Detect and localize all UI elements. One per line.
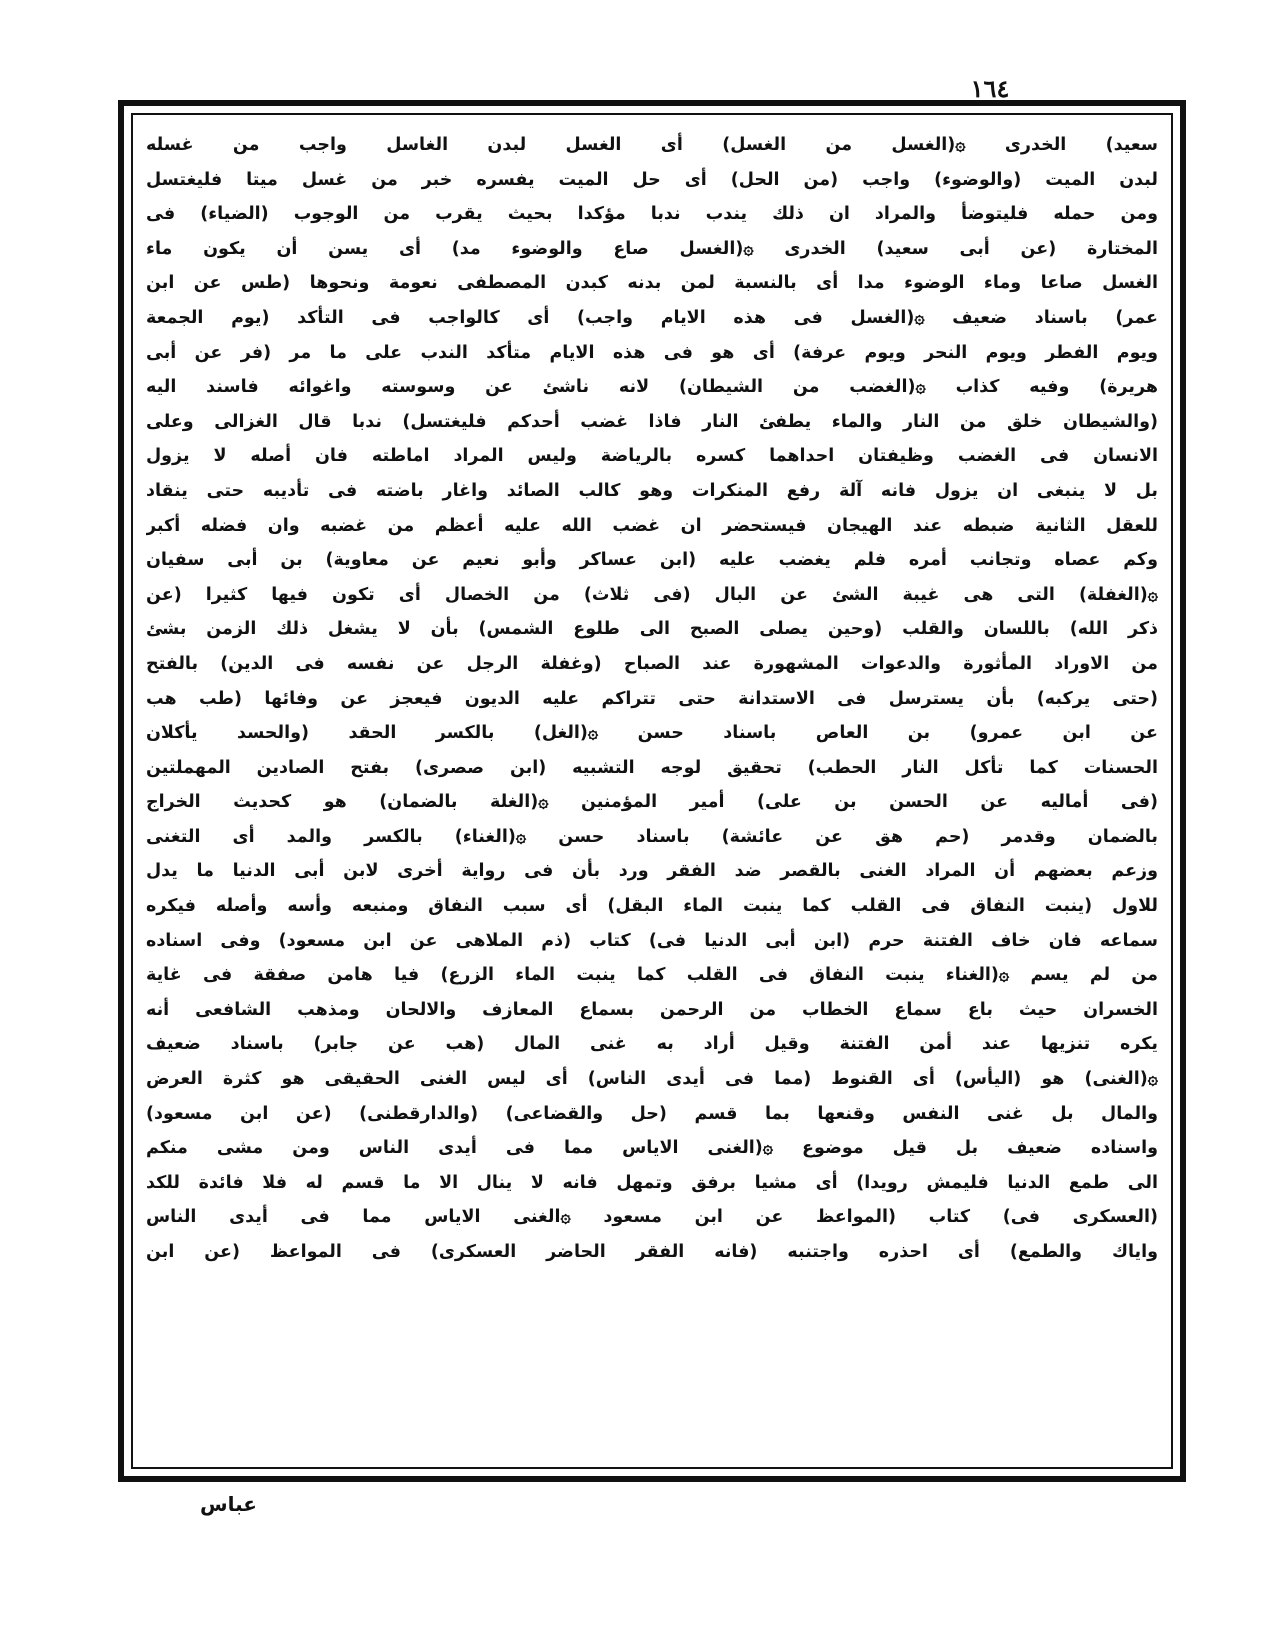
text-line <box>146 1408 1158 1443</box>
text-line: هريرة) وفيه كذاب ۞(الغضب من الشيطان) لانه ناشئ عن وسوسته واغوائه فاسند اليه <box>146 377 1158 398</box>
text-line: ويوم الفطر ويوم النحر ويوم عرفة) أى هو فى هذه الايام متأكد الندب على ما مر (فر عن أبى <box>146 342 1158 363</box>
text-line <box>146 1373 1158 1408</box>
text-line: ۞(الغنى) هو (اليأس) أى القنوط (مما فى أيدى الناس) أى ليس الغنى الحقيقى هو كثرة العرض <box>146 1069 1158 1090</box>
text-line: (العسكرى فى) كتاب (المواعظ عن ابن مسعود ۞الغنى الاياس مما فى أيدى الناس <box>146 1207 1158 1228</box>
page-number: ١٦٤ <box>970 74 1010 103</box>
text-line: بالضمان وقدمر (حم هق عن عائشة) باسناد حسن ۞(الغناء) بالكسر والمد أى التغنى <box>146 826 1158 847</box>
text-line: الى طمع الدنيا فليمش رويدا) أى مشيا برفق وتمهل فانه لا ينال الا ما قسم له فلا فائدة للكد <box>146 1172 1158 1193</box>
text-line: من الاوراد المأثورة والدعوات المشهورة عند الصباح (وغفلة الرجل عن نفسه فى الدين) بالفتح <box>146 653 1158 674</box>
text-line: واياك والطمع) أى احذره واجتنبه (فانه الفقر الحاضر العسكرى) فى المواعظ (عن ابن <box>146 1242 1158 1262</box>
text-line: للاول (ينبت النفاق فى القلب كما ينبت الماء البقل) أى سبب النفاق ومنبعه وأسه وأصله فيكره <box>146 896 1158 917</box>
text-line: الغسل صاعا وماء الوضوء مدا أى بالنسبة لمن بدنه كبدن المصطفى نعومة ونحوها (طس عن ابن <box>146 273 1158 294</box>
text-line: ومن حمله فليتوضأ والمراد ان ذلك يندب ندبا مؤكدا بحيث يقرب من الوجوب (الضياء) فى <box>146 204 1158 225</box>
text-line: يكره تنزيها عند أمن الفتنة وقيل أراد به غنى المال (هب عن جابر) باسناد ضعيف <box>146 1034 1158 1055</box>
text-line: من لم يسم ۞(الغناء ينبت النفاق فى القلب كما ينبت الماء الزرع) فيا هامن صفقة فى غاية <box>146 965 1158 986</box>
text-line: للعقل الثانية ضبطه عند الهيجان فيستحضر ان غضب الله عليه أعظم من غضبه وان فضله أكبر <box>146 515 1158 536</box>
text-line: ذكر الله) باللسان والقلب (وحين يصلى الصبح الى طلوع الشمس) بأن لا يشغل ذلك الزمن بشئ <box>146 619 1158 640</box>
text-line <box>146 1339 1158 1374</box>
text-line: الحسنات كما تأكل النار الحطب) تحقيق لوجه التشبيه (ابن صصرى) بفتح الصادين المهملتين <box>146 757 1158 778</box>
text-line: (حتى يركبه) بأن يسترسل فى الاستدانة حتى تتراكم عليه الديون فيعجز عن وفائها (طب هب <box>146 688 1158 709</box>
text-line: ۞(الغفلة) التى هى غيبة الشئ عن البال (فى ثلاث) من الخصال أى تكون فيها كثيرا (عن <box>146 584 1158 605</box>
text-line: الخسران حيث باع سماع الخطاب من الرحمن بسماع المعازف والالحان ومذهب الشافعى أنه <box>146 999 1158 1020</box>
text-line: سعيد) الخدرى ۞(الغسل من الغسل) أى الغسل لبدن الغاسل واجب من غسله <box>146 135 1158 155</box>
text-line: والمال بل غنى النفس وقنعها بما قسم (حل والقضاعى) (والدارقطنى) (عن ابن مسعود) <box>146 1103 1158 1124</box>
text-line <box>146 1304 1158 1339</box>
text-line: لبدن الميت (والوضوء) واجب (من الحل) أى حل الميت يفسره خبر من غسل ميتا فليغتسل <box>146 169 1158 190</box>
text-line: بل لا ينبغى ان يزول فانه آلة رفع المنكرات وهو كالب الصائد واغار باضته فى تأديبه حتى ينقاد <box>146 480 1158 501</box>
text-line: وزعم بعضهم أن المراد الغنى بالقصر ضد الفقر ورد بأن فى رواية أخرى لابن أبى الدنيا ما يدل <box>146 861 1158 882</box>
text-line: عمر) باسناد ضعيف ۞(الغسل فى هذه الايام واجب) أى كالواجب فى التأكد (يوم الجمعة <box>146 307 1158 328</box>
text-line: عن ابن عمرو) بن العاص باسناد حسن ۞(الغل) بالكسر الحقد (والحسد يأكلان <box>146 723 1158 744</box>
text-line: (فى أماليه عن الحسن بن على) أمير المؤمنين ۞(الغلة بالضمان) هو كحديث الخراج <box>146 792 1158 813</box>
text-line: سماعه فان خاف الفتنة حرم (ابن أبى الدنيا فى) كتاب (ذم الملاهى عن ابن مسعود) وفى اسناده <box>146 930 1158 951</box>
text-line: وكم عصاه وتجانب أمره فلم يغضب عليه (ابن عساكر وأبو نعيم عن معاوية) بن أبى سفيان <box>146 550 1158 571</box>
text-line: (والشيطان خلق من النار والماء يطفئ النار فاذا غضب أحدكم فليغتسل) ندبا قال الغزالى وعلى <box>146 411 1158 432</box>
text-line: المختارة (عن أبى سعيد) الخدرى ۞(الغسل صاع والوضوء مد) أى يسن أن يكون ماء <box>146 238 1158 259</box>
text-body <box>146 128 1158 1458</box>
text-line: واسناده ضعيف بل قيل موضوع ۞(الغنى الاياس مما فى أيدى الناس ومن مشى منكم <box>146 1138 1158 1159</box>
text-line <box>146 1270 1158 1305</box>
text-line: الانسان فى الغضب وظيفتان احداهما كسره بالرياضة وليس المراد اماطته فان أصله لا يزول <box>146 446 1158 467</box>
catchword: عباس <box>200 1492 257 1516</box>
